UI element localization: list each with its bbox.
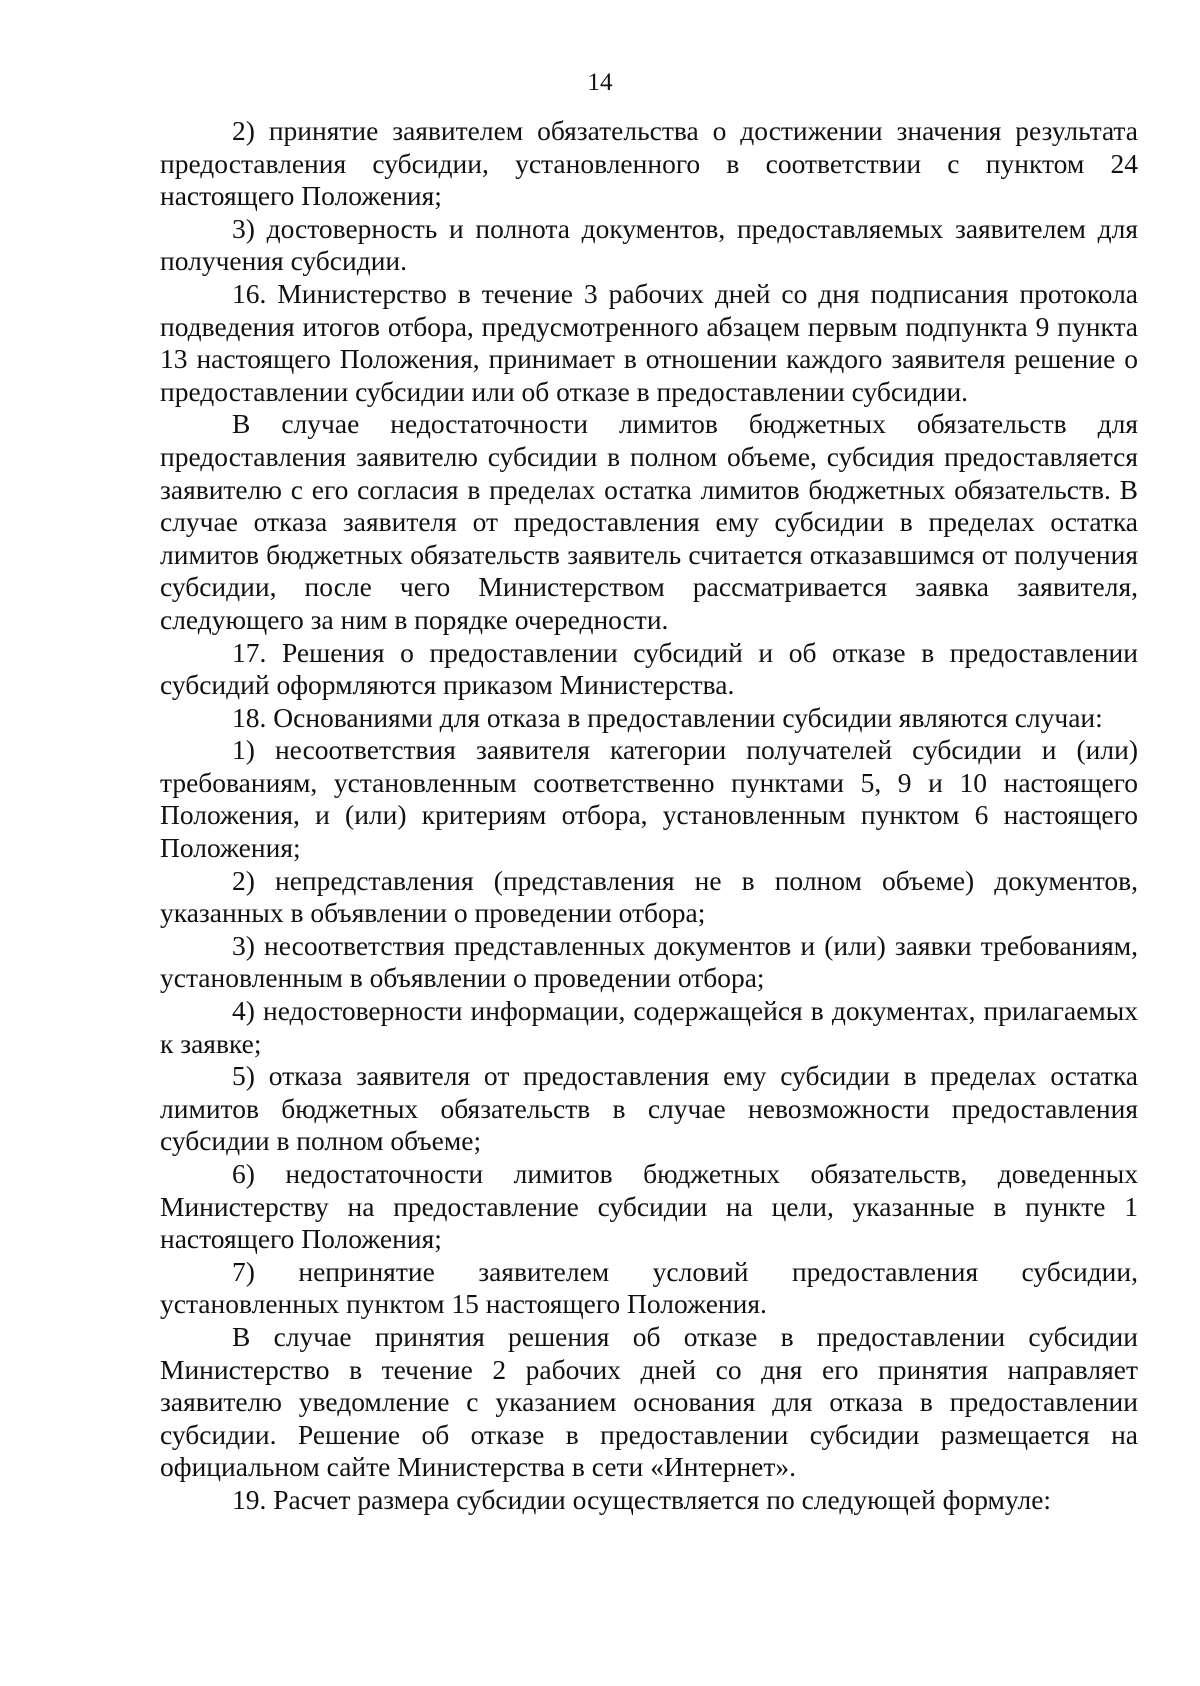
list-item-6: 6) недостаточности лимитов бюджетных обязательств, доведенных Министерству на предоставление субсидии на цели, указанные в пункте 1 настоящего Положения; (160, 1158, 1138, 1255)
list-item-2: 2) непредставления (представления не в полном объеме) документов, указанных в объявлении о проведении отбора; (160, 864, 1138, 929)
list-item-7: 7) непринятие заявителем условий предоставления субсидии, установленных пунктом 15 настоящего Положения. (160, 1255, 1138, 1320)
paragraph-2-obligation: 2) принятие заявителем обязательства о достижении значения результата предоставления субсидии, установленного в соответствии с пунктом 24 настоящего Положения; (160, 115, 1138, 212)
paragraph-3-reliability: 3) достоверность и полнота документов, предоставляемых заявителем для получения субсидии. (160, 212, 1138, 277)
paragraph-17-orders: 17. Решения о предоставлении субсидий и об отказе в предоставлении субсидий оформляются приказом Министерства. (160, 636, 1138, 701)
list-item-5: 5) отказа заявителя от предоставления ему субсидии в пределах остатка лимитов бюджетных обязательств в случае невозможности предоставления субсидии в полном объеме; (160, 1060, 1138, 1157)
paragraph-limits-shortage: В случае недостаточности лимитов бюджетных обязательств для предоставления заявителю субсидии в полном объеме, субсидия предоставляется заявителю с его согласия в пределах остатка лимитов бюджетных обязательств. В случае отказа заявителя от предоставления ему субсидии в пределах остатка лимитов бюджетных обязательств заявитель считается отказавшимся от получения субсидии, после чего Министерством рассматривается заявка заявителя, следующего за ним в порядке очередности. (160, 408, 1138, 635)
list-item-1: 1) несоответствия заявителя категории получателей субсидии и (или) требованиям, установленным соответственно пунктами 5, 9 и 10 настоящего Положения, и (или) критериям отбора, установленным пунктом 6 настоящего Положения; (160, 734, 1138, 864)
paragraph-18-grounds: 18. Основаниями для отказа в предоставлении субсидии являются случаи: (232, 701, 1103, 733)
page-number: 14 (587, 69, 613, 96)
paragraph-19-formula: 19. Расчет размера субсидии осуществляется по следующей формуле: (232, 1483, 1052, 1515)
paragraph-refusal-notice: В случае принятия решения об отказе в предоставлении субсидии Министерство в течение 2 рабочих дней со дня его принятия направляет заявителю уведомление с указанием основания для отказа в предоставлении субсидии. Решение об отказе в предоставлении субсидии размещается на официальном сайте Министерства в сети «Интернет». (160, 1320, 1138, 1483)
list-item-4: 4) недостоверности информации, содержащейся в документах, прилагаемых к заявке; (160, 995, 1138, 1059)
document-body (160, 115, 1138, 1517)
list-item-3: 3) несоответствия представленных документов и (или) заявки требованиям, установленным в объявлении о проведении отбора; (160, 929, 1138, 994)
paragraph-16-decision: 16. Министерство в течение 3 рабочих дней со дня подписания протокола подведения итогов отбора, предусмотренного абзацем первым подпункта 9 пункта 13 настоящего Положения, принимает в отношении каждого заявителя решение о предоставлении субсидии или об отказе в предоставлении субсидии. (160, 277, 1138, 407)
